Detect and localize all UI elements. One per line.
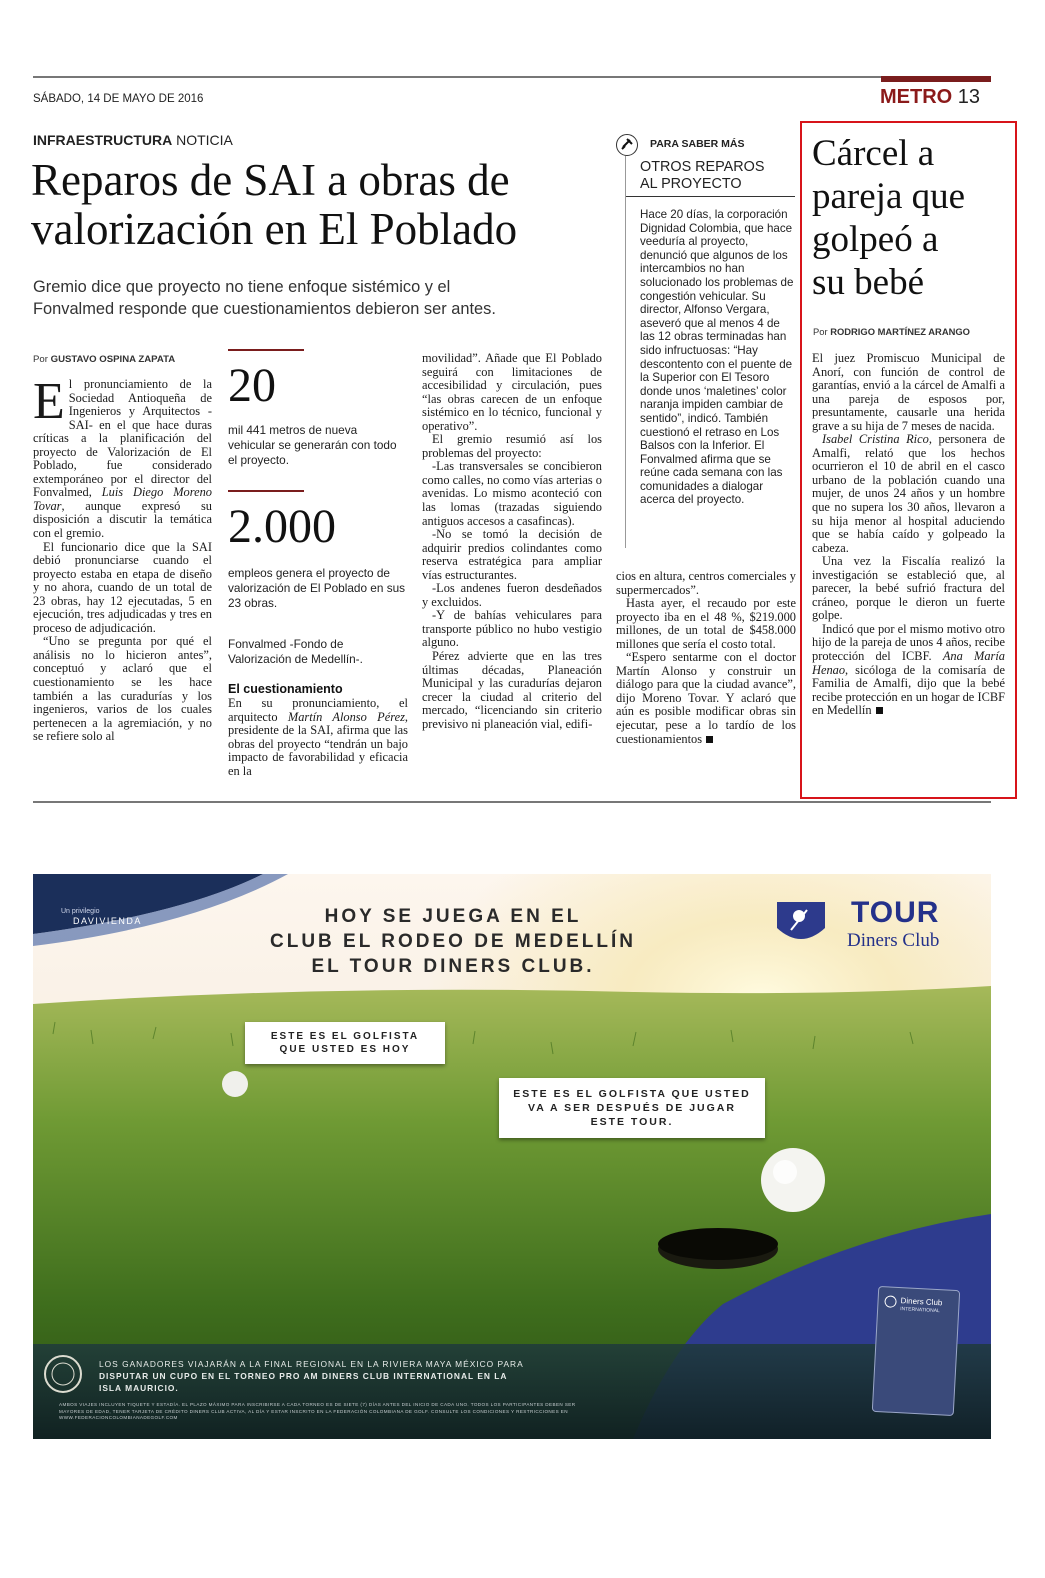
sidebar-pin-icon: [616, 134, 638, 156]
drop-cap: E: [33, 373, 65, 430]
article-paragraph: -No se tomó la decisión de adquirir predios colindantes como reserva estratégica para ampliar vías estructurantes.: [422, 527, 602, 582]
diners-card: [872, 1286, 960, 1416]
main-headline: [31, 156, 517, 254]
article-paragraph: El funcionario dice que la SAI debió pronunciarse cuando el proyecto estaba en etapa de diseño y no ahora, cuando de un total de 23 obras, hay 12 ejecutadas, 5 en ejecución, tres adjudicadas y tres en proceso de adjudicación.: [33, 539, 212, 635]
article-column-1: [33, 373, 212, 744]
article-paragraph: -Las transversales se concibieron como calles, no como vías arterias o avenidas. Lo mismo aconteció con las lomas (trazadas siguiendo antiguos accesos a casafincas).: [422, 459, 602, 528]
byline-prefix: Por: [33, 354, 48, 365]
subtitle-line-1: Gremio dice que proyecto no tiene enfoque sistémico y el: [33, 278, 451, 296]
article-paragraph: En su pronunciamiento, el arquitecto Martín Alonso Pérez, presidente de la SAI, afirma que las obras del proyecto “tendrán un bajo impacto de favorabilidad y eficacia en la: [228, 696, 409, 778]
byline-name: GUSTAVO OSPINA ZAPATA: [50, 354, 176, 365]
side-article-body: [812, 352, 1005, 718]
stat-note: Fonvalmed -Fondo de Valorización de Medellín-.: [228, 637, 363, 666]
side-byline: [813, 326, 970, 337]
side-headline-line-2: pareja que: [812, 176, 966, 217]
headline-line-1: Reparos de SAI a obras de: [31, 155, 510, 205]
person-name: Isabel Cristina Rico: [822, 432, 929, 447]
stat-text-2: empleos genera el proyecto de valorización de El Poblado en sus 23 obras.: [228, 566, 406, 610]
article-paragraph: cios en altura, centros comerciales y supermercados”.: [616, 569, 796, 597]
sidebar-title-line-1: OTROS REPAROS: [640, 159, 765, 175]
advertisement: [33, 874, 991, 1439]
article-subhead: El cuestionamiento: [228, 682, 343, 696]
sponsor-small: Un privilegio: [61, 908, 100, 915]
tour-brand: TOUR: [851, 896, 940, 929]
stat-text-1: mil 441 metros de nueva vehicular se generarán con todo el proyecto.: [228, 423, 397, 467]
ad-headline-line-3: EL TOUR DINERS CLUB.: [311, 956, 595, 977]
article-paragraph: El gremio resumió así los problemas del proyecto:: [422, 432, 602, 460]
article-paragraph: -Y de bahías vehiculares para transporte público no hubo vestigio alguno.: [422, 608, 602, 650]
sponsor-logo: DAVIVIENDA: [73, 916, 142, 926]
person-name: Martín Alonso Pérez: [287, 709, 405, 724]
article-paragraph: El juez Promiscuo Municipal de Anorí, con función de control de garantías, envió a la cárcel de Amalfi a una pareja de esposos por, presuntamente, causarle una herida grave a su hija de 7 meses de nacida.: [812, 351, 1005, 433]
sidebar-title: [640, 159, 764, 193]
headline-line-2: valorización en El Poblado: [31, 204, 518, 254]
article-paragraph: “Uno se pregunta por qué el análisis no lo hicieron antes”, conceptuó y aclaró que el cuestionamiento se les hace también a las curadurías y los ingenieros, varios de los cuales pertenecen a la agremiación, y no se refiere solo al: [33, 634, 212, 744]
sidebar-rule-left: [625, 156, 626, 548]
article-column-2: [228, 697, 408, 778]
side-headline-line-1: Cárcel a: [812, 133, 935, 174]
side-headline-line-4: su bebé: [812, 262, 924, 303]
bubble-future: ESTE ES EL GOLFISTA QUE USTED VA A SER DESPUÉS DE JUGAR ESTE TOUR.: [499, 1078, 765, 1138]
header-rule: [33, 76, 991, 78]
end-mark: [876, 707, 883, 714]
section-bar: [881, 76, 991, 82]
article-paragraph: Indicó que por el mismo motivo otro hijo de la pareja de unos 4 años, recibe protección del ICBF. Ana María Henao, sicóloga de la comisaría de Familia de Amalfi, dijo que la bebé recibe protección en un hogar de ICBF en Medellín: [812, 621, 1005, 718]
page-number: 13: [957, 86, 981, 108]
sidebar-body: Hace 20 días, la corporación Dignidad Colombia, que hace veeduría al proyecto, denunció que algunos de los intercambios no han solucionado los problemas de congestión vehicular. Su director, Alfonso Vergara, aseveró que al menos 4 de las 12 obras terminadas han sido infructuosas: “Hay descontento con el puente de la Superior con El Tesoro donde unos ‘maletines’ color naranja impiden cambiar de sentido”, indicó. También cuestionó el retraso en Los Balsos con la Inferior. El Fonvalmed afirma que se reúne cada semana con las comunidades a dialogar acerca del proyecto.: [640, 208, 794, 507]
stat-number-1: 20: [228, 359, 276, 412]
article-paragraph: El pronunciamiento de la Sociedad Antioqueña de Ingenieros y Arquitectos -SAI- en el que hace duras críticas a la planificación del proyecto de Valorización de El Poblado, fue considerado extemporáneo por el director del Fonvalmed, Luis Diego Moreno Tovar, aunque expresó su disposición a discutir la temática con el gremio.: [33, 373, 212, 541]
header-date: SÁBADO, 14 DE MAYO DE 2016: [33, 93, 204, 105]
side-headline-line-3: golpeó a: [812, 219, 939, 260]
sidebar-title-line-2: AL PROYECTO: [640, 176, 742, 192]
diners-brand: Diners Club: [847, 930, 940, 951]
ad-footer-text: LOS GANADORES VIAJARÁN A LA FINAL REGIONAL EN LA RIVIERA MAYA MÉXICO PARA DISPUTAR UN CUPO EN EL TORNEO PRO AM DINERS CLUB INTERNATIONAL EN LA ISLA MAURICIO.: [99, 1359, 524, 1393]
kicker-light: NOTICIA: [176, 132, 233, 148]
ad-fine-print: AMBOS VIAJES INCLUYEN TIQUETE Y ESTADÍA. EL PLAZO MÁXIMO PARA INSCRIBIRSE A CADA TORNEO ES DE SIETE (7) DÍAS ANTES DEL INICIO DE CADA UNO. TODOS LOS PARTICIPANTES DEBEN SER MAYORES DE EDAD, TENER TARJETA DE CRÉDITO DINERS CLUB ACTIVA, AL DÍA Y ESTAR INSCRITO EN LA FEDERACIÓN COLOMBIANA DE GOLF. CONSULTE LOS CONDICIONES Y RESTRICCIONES EN WWW.FEDERACIONCOLOMBIANADEGOLF.COM: [59, 1402, 576, 1420]
person-name: Ana María Henao: [812, 649, 1005, 677]
article-column-3: [422, 352, 602, 731]
card-sub: INTERNATIONAL: [900, 1306, 940, 1315]
card-brand: Diners Club: [900, 1296, 943, 1308]
byline-prefix: Por: [813, 326, 828, 337]
article-paragraph: Hasta ayer, el recaudo por este proyecto iba en el 48 %, $219.000 millones, de un total de $458.000 millones que sería el costo total.: [616, 596, 796, 651]
ad-headline-line-1: HOY SE JUEGA EN EL: [324, 906, 582, 927]
sidebar-label: PARA SABER MÁS: [650, 138, 745, 150]
person-name: Luis Diego Moreno Tovar: [33, 485, 212, 513]
kicker-bold: INFRAESTRUCTURA: [33, 132, 173, 148]
side-headline: [812, 132, 965, 304]
article-paragraph: Una vez la Fiscalía realizó la investigación se estableció que, al parecer, la bebé sufrió fractura del cráneo, porque le dieron un fuerte golpe.: [812, 554, 1005, 623]
card-logo-icon: [884, 1295, 897, 1308]
article-paragraph: Isabel Cristina Rico, personera de Amalfi, relató que los hechos ocurrieron el 10 de abril en el casco urbano de la población cuando una mujer, de unos 24 años y un hombre que no supera los 30 años, llevaron a su hija menor al hospital aduciendo que se había caído y golpeado la cabeza.: [812, 432, 1005, 555]
stat-rule-1: [228, 349, 304, 351]
article-paragraph: -Los andenes fueron desdeñados y excluidos.: [422, 581, 602, 609]
sidebar-rule-top: [625, 196, 795, 197]
section-name: METRO: [880, 86, 953, 108]
article-paragraph: Pérez advierte que en las tres últimas décadas, Planeación Municipal y las curadurías dejaron crecer la ciudad al criterio del mercado, “licenciando sin criterio previsivo ni planeación vial, edifi-: [422, 649, 602, 731]
ad-headline-line-2: CLUB EL RODEO DE MEDELLÍN: [270, 931, 636, 952]
stat-number-2: 2.000: [228, 500, 336, 553]
article-paragraph: movilidad”. Añade que El Poblado seguirá con limitaciones de accesibilidad y circulación, pues “las obras carecen de un enfoque sistémico en lo técnico, funcional y operativo”.: [422, 351, 602, 433]
tour-emblem-icon: [769, 898, 833, 950]
kicker: [33, 132, 233, 148]
byline-name: RODRIGO MARTÍNEZ ARANGO: [830, 326, 970, 337]
article-bottom-rule: [33, 801, 991, 803]
subtitle-line-2: Fonvalmed responde que cuestionamientos debieron ser antes.: [33, 300, 496, 318]
main-byline: [33, 354, 175, 365]
main-subtitle: [33, 276, 496, 320]
article-paragraph: “Espero sentarme con el doctor Martín Alonso y construir un diálogo para que la ciudad avance”, dijo Moreno Tovar. Y aclaró que aún es posible modificar obras sin ejecutar, pese a lo tardío de los cuestionamientos: [616, 650, 796, 746]
end-mark: [706, 736, 713, 743]
ad-headline: [233, 904, 673, 979]
bubble-today: ESTE ES EL GOLFISTA QUE USTED ES HOY: [245, 1022, 445, 1064]
section-label: [880, 86, 980, 109]
stat-rule-2: [228, 490, 304, 492]
article-column-4: [616, 570, 796, 746]
